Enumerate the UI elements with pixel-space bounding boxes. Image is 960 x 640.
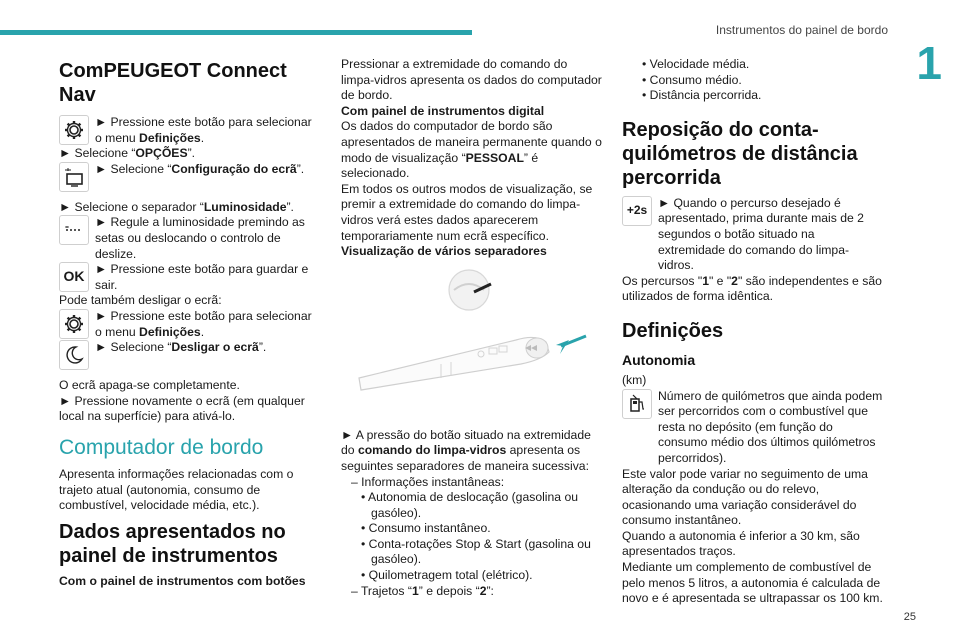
heading-definitions: Definições (622, 319, 724, 342)
step-adjust-brightness (59, 215, 321, 262)
paragraph-turn-off: Pode também desligar o ecrã: (59, 293, 222, 308)
text: ► Selecione “ (95, 161, 172, 176)
paragraph-trip-computer: Apresenta informações relacionadas com o trajeto atual (autonomia, consumo de combustível, velocidade média, etc.). (59, 466, 294, 513)
column-2 (341, 57, 603, 599)
step-text: ► Quando o percurso desejado é apresentado, prima durante mais de 2 segundos o botão situado na extremidade do comando do limpa-vidros. (658, 195, 864, 273)
text-bold: comando do limpa-vidros (357, 443, 507, 458)
paragraph-screen-off: O ecrã apaga-se completamente. (59, 378, 240, 393)
text: ”: (486, 583, 494, 598)
text: ► A pressão do botão situado na extremidade do (341, 427, 591, 458)
heading-trip-computer: Computador de bordo (59, 435, 264, 459)
screen-brightness-icon (59, 162, 89, 192)
text: ► Pressione este botão para selecionar o menu (95, 308, 312, 339)
list-item: • Autonomia de deslocação (gasolina ou gasóleo). (361, 490, 579, 520)
text: ► Pressione este botão para selecionar o menu (95, 115, 312, 145)
text-bold: Luminosidade (203, 199, 287, 214)
text-bold: Definições (139, 324, 201, 339)
step-settings-menu-2 (59, 309, 321, 340)
text: ”. (258, 340, 267, 355)
list-item: • Consumo médio. (642, 72, 742, 87)
brightness-slider-icon (59, 215, 89, 245)
step-text (95, 340, 321, 356)
heading-dados-apresentados: Dados apresentados no painel de instrumentos (59, 520, 286, 567)
list-item: • Consumo instantâneo. (361, 521, 491, 536)
text-bold: Configuração do ecrã (171, 161, 297, 176)
column-3 (622, 57, 884, 607)
step-text: ► Regule a luminosidade premindo as setas ou deslocando o controlo de deslize. (95, 215, 305, 261)
text: ”. (286, 199, 294, 214)
plus-2s-label: +2s (626, 202, 648, 217)
text: ” é selecionado. (341, 150, 539, 181)
text: ► Selecione “ (59, 146, 136, 161)
plus-2s-icon (622, 196, 652, 226)
list-item: • Distância percorrida. (642, 88, 762, 103)
step-screen-off (59, 340, 321, 370)
running-header: Instrumentos do painel de bordo (715, 23, 888, 37)
text: Os percursos " (622, 273, 703, 288)
paragraph-tab-sequence (341, 428, 603, 475)
paragraph-permanent-display (341, 119, 603, 181)
page-number: 25 (903, 611, 916, 623)
gear-icon (59, 309, 89, 339)
text: – Trajetos “ (351, 583, 412, 598)
text-bold: PESSOAL (465, 150, 524, 165)
step-reset (622, 196, 884, 274)
step-settings-menu (59, 115, 321, 146)
text: ” e depois “ (418, 583, 480, 598)
ok-icon (59, 262, 89, 292)
text-bold: Definições (139, 130, 201, 145)
autonomy-definition (622, 389, 884, 467)
list-item: • Quilometragem total (elétrico). (361, 568, 533, 583)
step-screen-config (59, 162, 321, 192)
paragraph-reactivate: ► Pressione novamente o ecrã (em qualquer local na superfície) para ativá-lo. (59, 393, 305, 424)
moon-icon (59, 340, 89, 370)
heading-reset-trip: Reposição do conta-quilómetros de distância percorrida (622, 118, 858, 189)
list-item: • Conta-rotações Stop & Start (gasolina ou gasóleo). (361, 536, 591, 567)
paragraph-variation: Este valor pode variar no seguimento de uma alteração da condução ou do relevo, ocasionando uma variação considerável do consumo instantâneo. (622, 466, 868, 528)
step-options (59, 146, 321, 162)
text: apresenta os seguintes separadores de maneira sucessiva: (341, 443, 589, 473)
paragraph-refuel: Mediante um complemento de combustível de pelo menos 5 litros, a autonomia é calculada de novo e é apresentada se ultrapassar os 100 km. (622, 560, 883, 606)
text-bold: 2 (479, 583, 487, 598)
paragraph-stalk-press: Pressionar a extremidade do comando do limpa-vidros apresenta os dados do computador de bordo. (341, 57, 602, 103)
chapter-number: 1 (916, 37, 942, 89)
subheading-multiple-tabs: Visualização de vários separadores (341, 244, 547, 259)
text: ► Selecione “ (95, 340, 172, 355)
list-item: • Velocidade média. (642, 57, 750, 71)
text-bold: Desligar o ecrã (171, 340, 259, 355)
ok-label: OK (63, 268, 85, 285)
text-bold: 1 (702, 273, 709, 288)
step-text (95, 115, 321, 146)
paragraph-trips-independent (622, 274, 884, 305)
text-bold: 1 (411, 583, 419, 598)
fuel-pump-icon (622, 389, 652, 419)
heading-peugeot-connect-nav: ComPEUGEOT Connect Nav (59, 60, 287, 106)
text: . (200, 130, 205, 145)
step-text (95, 162, 321, 178)
heading-autonomy: Autonomia (622, 351, 696, 368)
text: . (200, 324, 205, 339)
subheading-painel-botoes: Com o painel de instrumentos com botões (59, 573, 306, 588)
text: ”. (296, 161, 305, 176)
text: " são independentes e são utilizados de forma idêntica. (622, 273, 882, 304)
step-text: ► Pressione este botão para guardar e sair. (95, 262, 309, 292)
text: ► Selecione o separador “ (59, 199, 204, 214)
text: Os dados do computador de bordo são apresentados de maneira permanente quando o modo de visualização “ (341, 119, 602, 165)
paragraph-other-modes: Em todos os outros modos de visualização, se premir a extremidade do comando do limpa-vidros verá estes dados aparecerem temporariamente num ecrã específico. (341, 181, 593, 243)
text-bold: OPÇÕES (135, 146, 188, 161)
list-item (341, 584, 603, 600)
step-text (95, 309, 321, 340)
top-accent-bar (0, 30, 472, 35)
unit-km: (km) (622, 372, 647, 387)
text: " e " (708, 273, 732, 288)
steering-wiper-stalk-icon (341, 268, 603, 418)
list-item: – Informações instantâneas: (351, 474, 505, 489)
step-luminosity-tab (59, 200, 321, 216)
step-text: Número de quilómetros que ainda podem ser percorridos com o combustível que resta no depósito (em função do consumo médio dos últimos quilómetros percorridos). (658, 388, 883, 465)
paragraph-low-autonomy: Quando a autonomia é inferior a 30 km, são apresentados traços. (622, 528, 860, 559)
step-save-exit (59, 262, 321, 293)
column-1 (59, 57, 321, 589)
text-bold: 2 (731, 273, 738, 288)
text: ”. (187, 146, 196, 161)
gear-icon (59, 115, 89, 145)
subheading-digital-cluster: Com painel de instrumentos digital (341, 103, 545, 118)
